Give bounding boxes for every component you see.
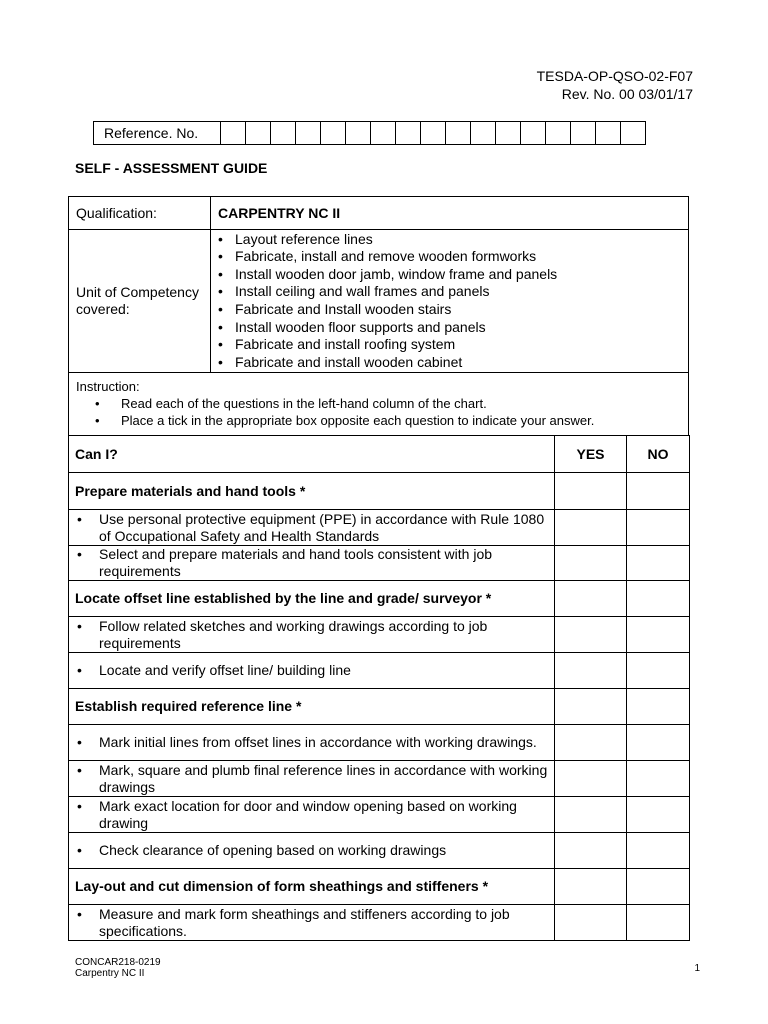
section-header-row — [69, 473, 690, 510]
yes-checkbox[interactable] — [555, 797, 627, 833]
question-text-cell — [69, 833, 555, 869]
reference-digit-box[interactable] — [596, 122, 621, 145]
section-title: Establish required reference line * — [69, 689, 555, 725]
question-text: • Follow related sketches and working drawings according to job requirements — [75, 618, 548, 652]
question-text: • Mark, square and plumb final reference lines in accordance with working drawings — [75, 762, 548, 796]
unit-of-competency-list — [211, 231, 688, 372]
no-checkbox[interactable] — [627, 797, 690, 833]
reference-digit-box[interactable] — [246, 122, 271, 145]
section-header-row — [69, 869, 690, 905]
column-no: NO — [627, 436, 690, 473]
reference-digit-box[interactable] — [221, 122, 246, 145]
yes-checkbox[interactable] — [555, 689, 627, 725]
instruction-item: • Read each of the questions in the left-hand column of the chart. — [76, 395, 681, 412]
footer-code: CONCAR218-0219 — [75, 957, 161, 968]
qualification-value: CARPENTRY NC II — [211, 197, 689, 230]
question-text-cell — [69, 761, 555, 797]
reference-digit-box[interactable] — [471, 122, 496, 145]
instruction-item: • Place a tick in the appropriate box opposite each question to indicate your answer. — [76, 412, 681, 429]
question-row — [69, 833, 690, 869]
section-header-row — [69, 581, 690, 617]
question-row — [69, 905, 690, 941]
reference-digit-box[interactable] — [421, 122, 446, 145]
question-text: • Use personal protective equipment (PPE) in accordance with Rule 1080 of Occupational Safety and Health Standards — [75, 511, 548, 545]
reference-digit-box[interactable] — [521, 122, 546, 145]
reference-digit-box[interactable] — [296, 122, 321, 145]
footer — [75, 957, 161, 979]
unit-item: • Layout reference lines — [211, 231, 688, 249]
yes-checkbox[interactable] — [555, 869, 627, 905]
no-checkbox[interactable] — [627, 546, 690, 581]
question-text-cell — [69, 725, 555, 761]
question-row — [69, 725, 690, 761]
no-checkbox[interactable] — [627, 833, 690, 869]
question-row — [69, 797, 690, 833]
question-text: • Mark exact location for door and window opening based on working drawing — [75, 798, 548, 832]
document-code-block — [537, 67, 693, 103]
yes-checkbox[interactable] — [555, 653, 627, 689]
reference-digit-box[interactable] — [571, 122, 596, 145]
page-number: 1 — [694, 963, 700, 974]
reference-digit-box[interactable] — [396, 122, 421, 145]
unit-item: • Install wooden door jamb, window frame and panels — [211, 266, 688, 284]
reference-digit-box[interactable] — [621, 122, 646, 145]
reference-digit-box[interactable] — [496, 122, 521, 145]
no-checkbox[interactable] — [627, 581, 690, 617]
yes-checkbox[interactable] — [555, 546, 627, 581]
qualification-label: Qualification: — [69, 197, 211, 230]
no-checkbox[interactable] — [627, 617, 690, 653]
question-text: • Locate and verify offset line/ building line — [75, 662, 548, 679]
document-code: TESDA-OP-QSO-02-F07 — [536, 68, 693, 84]
no-checkbox[interactable] — [627, 725, 690, 761]
reference-number-label: Reference. No. — [94, 122, 221, 145]
yes-checkbox[interactable] — [555, 905, 627, 941]
no-checkbox[interactable] — [627, 761, 690, 797]
reference-digit-box[interactable] — [546, 122, 571, 145]
reference-digit-box[interactable] — [446, 122, 471, 145]
question-row — [69, 510, 690, 546]
revision-number: Rev. No. 00 03/01/17 — [561, 86, 693, 102]
section-title: Prepare materials and hand tools * — [69, 473, 555, 510]
instruction-title: Instruction: — [76, 379, 140, 394]
question-text: • Check clearance of opening based on working drawings — [75, 842, 548, 859]
section-title: Lay-out and cut dimension of form sheathings and stiffeners * — [69, 869, 555, 905]
question-text-cell — [69, 510, 555, 546]
question-row — [69, 617, 690, 653]
section-title: Locate offset line established by the line and grade/ surveyor * — [69, 581, 555, 617]
yes-checkbox[interactable] — [555, 833, 627, 869]
reference-digit-box[interactable] — [346, 122, 371, 145]
assessment-table — [68, 435, 690, 941]
question-text-cell — [69, 905, 555, 941]
no-checkbox[interactable] — [627, 473, 690, 510]
no-checkbox[interactable] — [627, 869, 690, 905]
yes-checkbox[interactable] — [555, 581, 627, 617]
column-can-i: Can I? — [69, 436, 555, 473]
unit-of-competency-label: Unit of Competency covered: — [69, 230, 211, 373]
question-text-cell — [69, 797, 555, 833]
question-text: • Select and prepare materials and hand tools consistent with job requirements — [75, 546, 548, 580]
reference-digit-box[interactable] — [371, 122, 396, 145]
no-checkbox[interactable] — [627, 905, 690, 941]
qualification-table — [68, 196, 689, 436]
yes-checkbox[interactable] — [555, 617, 627, 653]
question-text: • Measure and mark form sheathings and stiffeners according to job specifications. — [75, 906, 548, 940]
unit-item: • Install wooden floor supports and panels — [211, 319, 688, 337]
no-checkbox[interactable] — [627, 510, 690, 546]
instruction-list — [76, 395, 681, 429]
assessment-header-row — [69, 436, 690, 473]
page-title: SELF - ASSESSMENT GUIDE — [75, 160, 268, 176]
yes-checkbox[interactable] — [555, 725, 627, 761]
unit-item: • Fabricate and Install wooden stairs — [211, 301, 688, 319]
question-row — [69, 546, 690, 581]
question-text-cell — [69, 653, 555, 689]
reference-digit-box[interactable] — [321, 122, 346, 145]
unit-item: • Fabricate, install and remove wooden formworks — [211, 248, 688, 266]
column-yes: YES — [555, 436, 627, 473]
unit-item: • Install ceiling and wall frames and panels — [211, 283, 688, 301]
no-checkbox[interactable] — [627, 689, 690, 725]
yes-checkbox[interactable] — [555, 473, 627, 510]
no-checkbox[interactable] — [627, 653, 690, 689]
question-row — [69, 653, 690, 689]
question-text-cell — [69, 546, 555, 581]
yes-checkbox[interactable] — [555, 510, 627, 546]
question-text: • Mark initial lines from offset lines in accordance with working drawings. — [75, 734, 548, 751]
yes-checkbox[interactable] — [555, 761, 627, 797]
reference-number-table — [93, 121, 646, 145]
section-header-row — [69, 689, 690, 725]
question-text-cell — [69, 617, 555, 653]
footer-qualification: Carpentry NC II — [75, 968, 145, 979]
reference-digit-box[interactable] — [271, 122, 296, 145]
unit-item: • Fabricate and install wooden cabinet — [211, 354, 688, 372]
instruction-cell — [69, 373, 689, 436]
unit-item: • Fabricate and install roofing system — [211, 336, 688, 354]
question-row — [69, 761, 690, 797]
